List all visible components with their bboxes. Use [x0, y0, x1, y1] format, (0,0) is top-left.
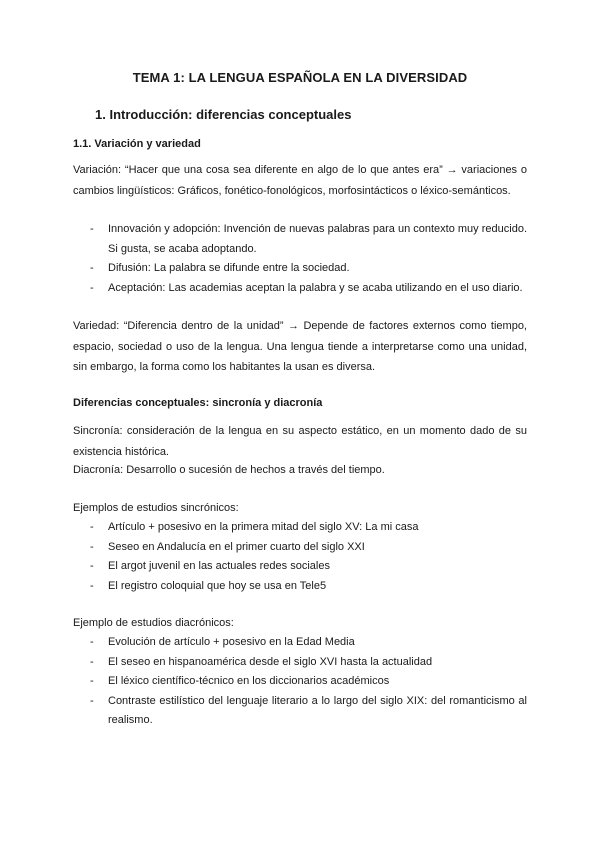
- list-item: - Aceptación: Las academias aceptan la palabra y se acaba utilizando en el uso diario.: [73, 279, 527, 299]
- dash-bullet: -: [90, 281, 94, 294]
- ejemplo-diacronicos-heading: Ejemplo de estudios diacrónicos:: [73, 617, 234, 629]
- list-variacion-fases: [73, 220, 527, 298]
- list-item: - El registro coloquial que hoy se usa en Tele5: [73, 577, 527, 597]
- list-ejemplos-sincronicos: [73, 518, 527, 596]
- paragraph-sincronia: Sincronía: consideración de la lengua en su aspecto estático, en un momento dado de su existencia histórica.: [73, 425, 527, 458]
- paragraph-variacion: Variación: “Hacer que una cosa sea diferente en algo de lo que antes era” → variaciones o cambios lingüísticos: Gráficos, fonético-fonológicos, morfosintácticos o léxico-semánticos.: [73, 164, 527, 197]
- list-item: - Evolución de artículo + posesivo en la Edad Media: [73, 633, 527, 653]
- list-item: - Contraste estilístico del lenguaje literario a lo largo del siglo XIX: del romanticismo al realismo.: [73, 692, 527, 731]
- dash-bullet: -: [90, 540, 94, 553]
- dash-bullet: -: [90, 521, 94, 533]
- section-heading-introduccion: 1. Introducción: diferencias conceptuales: [95, 107, 352, 122]
- subsection-heading-sincronia-diacronia: Diferencias conceptuales: sincronía y diacronía: [73, 397, 323, 409]
- dash-bullet: -: [90, 694, 94, 707]
- subsection-heading-variacion-variedad: 1.1. Variación y variedad: [73, 138, 201, 150]
- list-item: - Artículo + posesivo en la primera mitad del siglo XV: La mi casa: [73, 518, 527, 538]
- dash-bullet: -: [90, 560, 94, 572]
- dash-bullet: -: [90, 655, 94, 668]
- dash-bullet: -: [90, 636, 94, 648]
- list-item: - Difusión: La palabra se difunde entre la sociedad.: [73, 259, 527, 279]
- dash-bullet: -: [90, 223, 94, 235]
- paragraph-variedad: Variedad: “Diferencia dentro de la unidad” → Depende de factores externos como tiempo, espacio, sociedad o uso de la lengua. Una lengua tiende a interpretarse como una unidad, sin embargo, la forma como los habitantes la usan es diversa.: [73, 320, 527, 373]
- list-item: - Seseo en Andalucía en el primer cuarto del siglo XXI: [73, 538, 527, 558]
- document-title: TEMA 1: LA LENGUA ESPAÑOLA EN LA DIVERSIDAD: [132, 70, 468, 85]
- dash-bullet: -: [90, 675, 94, 687]
- list-item: - El léxico científico-técnico en los diccionarios académicos: [73, 672, 527, 692]
- dash-bullet: -: [90, 262, 94, 274]
- list-item: - Innovación y adopción: Invención de nuevas palabras para un contexto muy reducido. Si gusta, se acaba adoptando.: [73, 220, 527, 259]
- list-ejemplos-diacronicos: [73, 633, 527, 731]
- list-item: - El argot juvenil en las actuales redes sociales: [73, 557, 527, 577]
- ejemplos-sincronicos-heading: Ejemplos de estudios sincrónicos:: [73, 502, 239, 514]
- paragraph-diacronia: Diacronía: Desarrollo o sucesión de hechos a través del tiempo.: [73, 464, 385, 476]
- dash-bullet: -: [90, 579, 94, 592]
- list-item: - El seseo en hispanoamérica desde el siglo XVI hasta la actualidad: [73, 653, 527, 673]
